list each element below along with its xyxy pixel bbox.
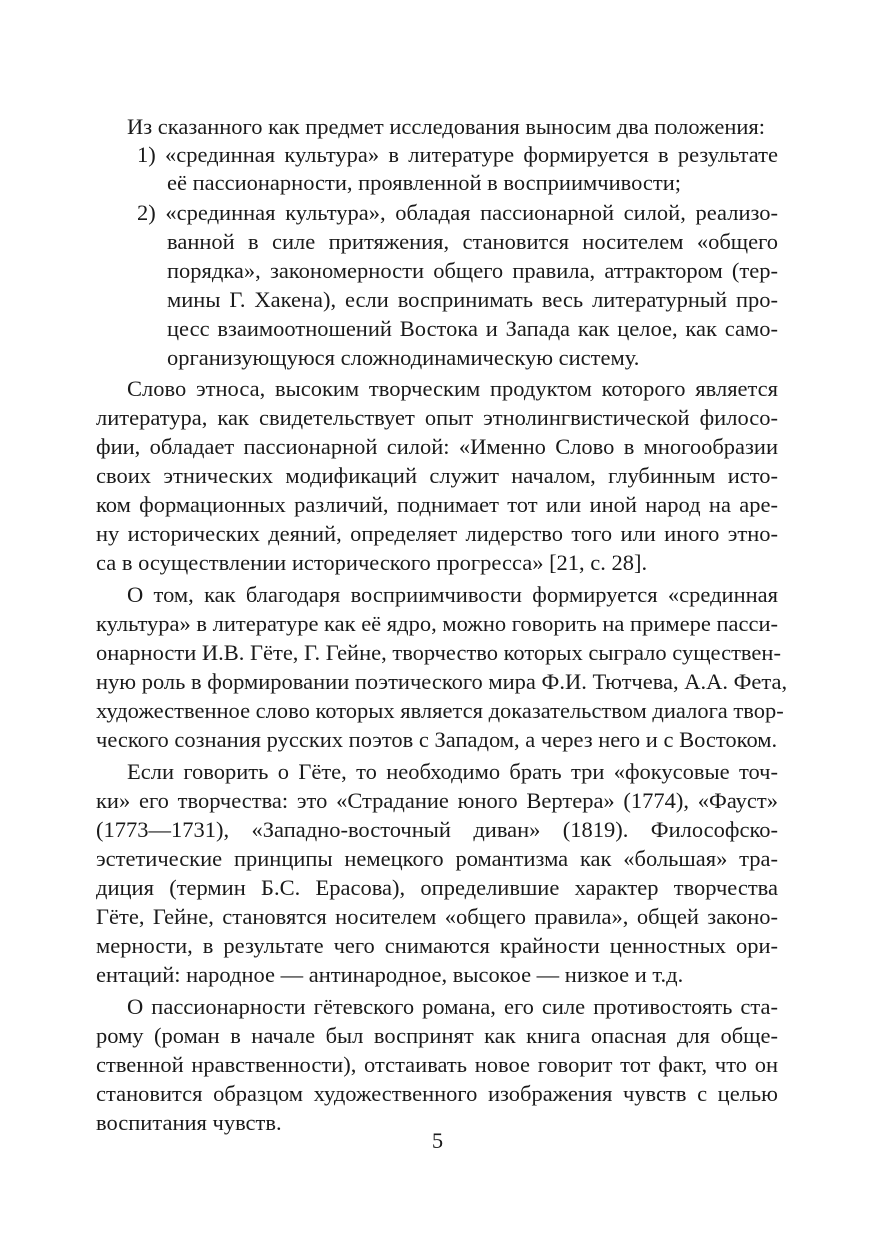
list-item-2-line: ванной в силе притяжения, становится носителем «общего [167,229,778,254]
list-item-2-line: цесс взаимоотношений Востока и Запада как целое, как само- [167,316,778,341]
paragraph-3-line: мерности, в результате чего снимаются крайности ценностных ори- [96,933,778,958]
list-item-2-line: организующуюся сложнодинамическую систему. [167,345,640,370]
paragraph-1-line: фии, обладает пассионарной силой: «Именно Слово в многообразии [96,434,778,459]
paragraph-1-line: своих этнических модификаций служит началом, глубинным исто- [96,463,778,488]
paragraph-1-line: са в осуществлении исторического прогресса» [21, с. 28]. [96,550,648,575]
paragraph-2-line: О том, как благодаря восприимчивости формируется «срединная [127,582,778,607]
paragraph-3-line: Если говорить о Гёте, то необходимо брать три «фокусовые точ- [127,759,778,784]
paragraph-3-line: ентаций: народное — антинародное, высокое — низкое и т.д. [96,962,684,987]
paragraph-3-line: (1773—1731), «Западно-восточный диван» (1819). Философско- [96,817,778,842]
list-item-2-line: 2) «срединная культура», обладая пассионарной силой, реализо- [137,200,778,225]
paragraph-2-line: культура» в литературе как её ядро, можно говорить на примере пасси- [96,611,778,636]
page-number: 5 [431,1128,444,1153]
paragraph-3-line: Гёте, Гейне, становятся носителем «общего правила», общей законо- [96,904,778,929]
paragraph-2-line: онарности И.В. Гёте, Г. Гейне, творчество которых сыграло существен- [96,640,781,665]
list-item-2-line: мины Г. Хакена), если воспринимать весь литературный про- [167,287,778,312]
paragraph-2-line: художественное слово которых является доказательством диалога твор- [96,698,784,723]
paragraph-4-line: становится образцом художественного изображения чувств с целью [96,1081,778,1106]
paragraph-2-line: ческого сознания русских поэтов с Западом, а через него и с Востоком. [96,727,778,752]
paragraph-4-line: ственной нравственности), отстаивать новое говорит тот факт, что он [96,1052,778,1077]
list-item-1-line: 1) «срединная культура» в литературе формируется в результате [137,142,778,167]
paragraph-3-line: ки» его творчества: это «Страдание юного Вертера» (1774), «Фауст» [96,788,778,813]
paragraph-3-line: эстетические принципы немецкого романтизма как «большая» тра- [96,846,778,871]
paragraph-1-line: литература, как свидетельствует опыт этнолингвистической филосо- [96,405,778,430]
paragraph-2-line: ную роль в формировании поэтического мира Ф.И. Тютчева, А.А. Фета, [96,669,788,694]
intro-line: Из сказанного как предмет исследования выносим два положения: [127,114,766,139]
list-item-2-line: порядка», закономерности общего правила, аттрактором (тер- [167,258,778,283]
paragraph-3-line: диция (термин Б.С. Ерасова), определившие характер творчества [96,875,778,900]
paragraph-1-line: Слово этноса, высоким творческим продуктом которого является [127,376,778,401]
paragraph-4-line: рому (роман в начале был воспринят как книга опасная для обще- [96,1023,778,1048]
paragraph-1-line: ком формационных различий, поднимает тот или иной народ на аре- [96,492,778,517]
list-item-1-line: её пассионарности, проявленной в восприимчивости; [167,170,682,195]
paragraph-1-line: ну исторических деяний, определяет лидерство того или иного этно- [96,521,778,546]
paragraph-4-line: воспитания чувств. [96,1110,282,1135]
paragraph-4-line: О пассионарности гётевского романа, его силе противостоять ста- [127,994,778,1019]
